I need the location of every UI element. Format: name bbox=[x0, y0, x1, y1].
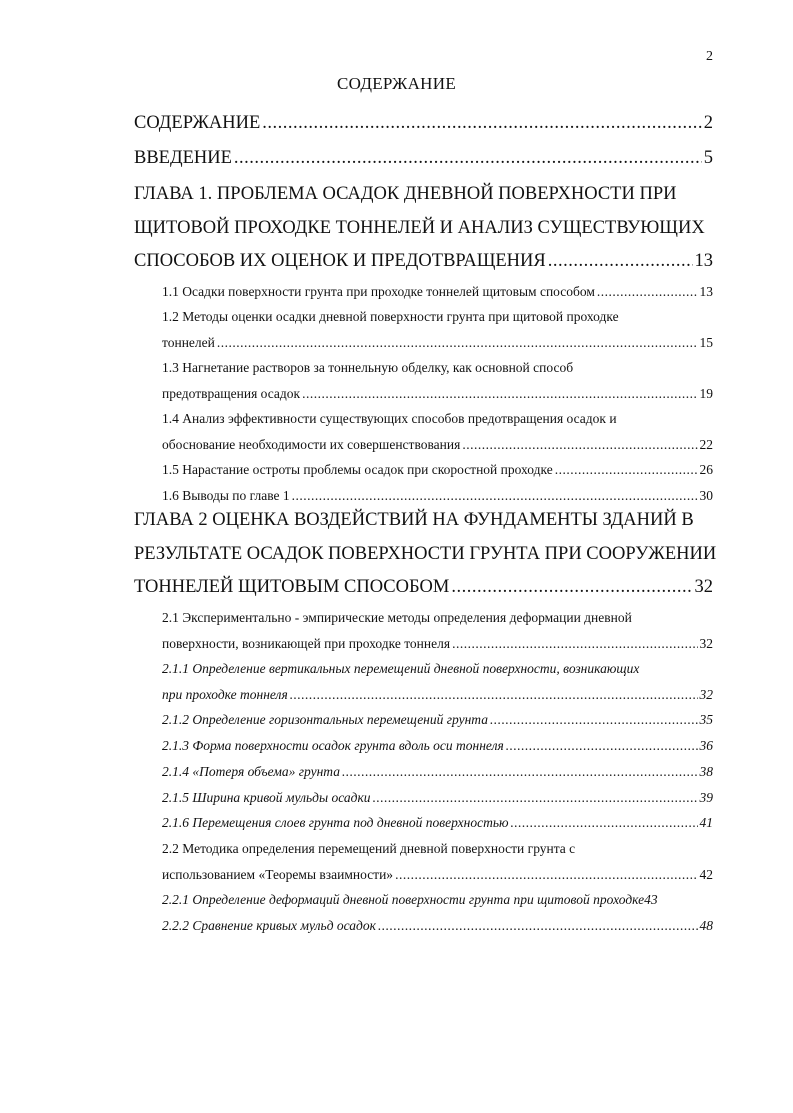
toc-entry-text: обоснование необходимости их совершенствования bbox=[162, 437, 461, 452]
toc-page-number: 5 bbox=[703, 148, 713, 168]
toc-entry-2-1-5[interactable] bbox=[162, 790, 713, 816]
toc-entry-2-2-2[interactable] bbox=[162, 918, 713, 944]
leader-dots bbox=[373, 790, 698, 806]
toc-page-number: 13 bbox=[699, 284, 713, 299]
toc-page-number: 38 bbox=[699, 764, 713, 779]
leader-dots bbox=[490, 712, 698, 728]
toc-entry-2-1-3[interactable] bbox=[162, 738, 713, 764]
toc-entry-2-1-4[interactable] bbox=[162, 764, 713, 790]
toc-entry-text: 2.1 Экспериментально - эмпирические методы определения деформации дневной bbox=[162, 610, 632, 625]
toc-entry-text: ГЛАВА 2 ОЦЕНКА ВОЗДЕЙСТВИЙ НА ФУНДАМЕНТЫ ЗДАНИЙ В bbox=[134, 510, 694, 530]
toc-entry-text: ТОННЕЛЕЙ ЩИТОВЫМ СПОСОБОМ bbox=[134, 577, 450, 597]
leader-dots bbox=[511, 815, 698, 831]
toc-page-number: 22 bbox=[699, 437, 713, 452]
toc-entry-1-2[interactable] bbox=[162, 309, 713, 361]
toc-entry-2-1-1[interactable] bbox=[162, 661, 713, 713]
toc-entry-text: 2.1.3 Форма поверхности осадок грунта вдоль оси тоннеля bbox=[162, 738, 504, 753]
toc-entry-text: 2.1.2 Определение горизонтальных перемещений грунта bbox=[162, 712, 488, 727]
leader-dots bbox=[548, 251, 693, 272]
toc-entry-text: 1.6 Выводы по главе 1 bbox=[162, 488, 290, 503]
toc-entry-text: 2.1.6 Перемещения слоев грунта под дневной поверхностью bbox=[162, 815, 509, 830]
toc-page-number: 43 bbox=[644, 892, 658, 907]
toc-entry-text: 2.2.1 Определение деформаций дневной поверхности грунта при щитовой проходке bbox=[162, 892, 645, 907]
toc-entry-text: при проходке тоннеля bbox=[162, 687, 288, 702]
toc-title: СОДЕРЖАНИЕ bbox=[336, 74, 457, 93]
toc-entry-text: ВВЕДЕНИЕ bbox=[134, 148, 232, 168]
toc-page-number: 35 bbox=[699, 712, 713, 727]
toc-entry-text: тоннелей bbox=[162, 335, 215, 350]
toc-entry-chapter-2[interactable] bbox=[134, 510, 717, 611]
leader-dots bbox=[234, 148, 702, 169]
toc-entry-text: 1.3 Нагнетание растворов за тоннельную обделку, как основной способ bbox=[162, 360, 574, 375]
toc-entry-text: 2.2 Методика определения перемещений дневной поверхности грунта с bbox=[162, 841, 576, 856]
toc-entry-2-1[interactable] bbox=[162, 610, 713, 662]
toc-entry-text: 2.1.1 Определение вертикальных перемещений дневной поверхности, возникающих bbox=[162, 661, 640, 676]
toc-entry-text: использованием «Теоремы взаимности» bbox=[162, 867, 394, 882]
leader-dots bbox=[506, 738, 698, 754]
toc-page-number: 48 bbox=[699, 918, 713, 933]
toc-page-number: 15 bbox=[699, 335, 713, 350]
toc-entry-2-1-6[interactable] bbox=[162, 815, 713, 841]
toc-page-number: 19 bbox=[699, 386, 713, 401]
toc-entry-text: СПОСОБОВ ИХ ОЦЕНОК И ПРЕДОТВРАЩЕНИЯ bbox=[134, 251, 546, 271]
toc-entry-introduction[interactable] bbox=[134, 148, 713, 182]
toc-page-number: 2 bbox=[703, 113, 713, 133]
toc-entry-2-2-1[interactable] bbox=[162, 892, 713, 918]
leader-dots bbox=[395, 867, 697, 883]
toc-entry-1-3[interactable] bbox=[162, 360, 713, 412]
leader-dots bbox=[462, 437, 697, 453]
toc-page-number: 36 bbox=[699, 738, 713, 753]
toc-entry-text: 2.1.4 «Потеря объема» грунта bbox=[162, 764, 340, 779]
leader-dots bbox=[262, 113, 701, 134]
toc-entry-2-1-2[interactable] bbox=[162, 712, 713, 738]
toc-page-number: 32 bbox=[699, 687, 713, 702]
toc-entry-chapter-1[interactable] bbox=[134, 184, 713, 285]
toc-entry-1-4[interactable] bbox=[162, 411, 713, 463]
toc-page-number: 39 bbox=[699, 790, 713, 805]
leader-dots bbox=[290, 687, 698, 703]
toc-entry-2-2[interactable] bbox=[162, 841, 713, 893]
leader-dots bbox=[597, 284, 698, 300]
leader-dots bbox=[342, 764, 698, 780]
toc-entry-text: ГЛАВА 1. ПРОБЛЕМА ОСАДОК ДНЕВНОЙ ПОВЕРХНОСТИ ПРИ bbox=[134, 184, 677, 204]
toc-entry-text: 1.2 Методы оценки осадки дневной поверхности грунта при щитовой проходке bbox=[162, 309, 619, 324]
leader-dots bbox=[292, 488, 698, 504]
toc-entry-contents[interactable] bbox=[134, 113, 713, 147]
toc-page-number: 32 bbox=[699, 636, 713, 651]
toc-entry-text: 1.4 Анализ эффективности существующих способов предотвращения осадок и bbox=[162, 411, 617, 426]
leader-dots bbox=[555, 462, 698, 478]
leader-dots bbox=[378, 918, 698, 934]
toc-entry-text: СОДЕРЖАНИЕ bbox=[134, 113, 261, 133]
toc-page-number: 30 bbox=[699, 488, 713, 503]
toc-page-number: 26 bbox=[699, 462, 713, 477]
toc-page-number: 32 bbox=[694, 577, 713, 597]
toc-entry-text: поверхности, возникающей при проходке тоннеля bbox=[162, 636, 451, 651]
leader-dots bbox=[451, 577, 692, 598]
leader-dots bbox=[452, 636, 697, 652]
toc-entry-text: 2.1.5 Ширина кривой мульды осадки bbox=[162, 790, 371, 805]
leader-dots bbox=[217, 335, 698, 351]
toc-entry-text: предотвращения осадок bbox=[162, 386, 301, 401]
page-number: 2 bbox=[706, 49, 713, 64]
toc-page-number: 41 bbox=[699, 815, 713, 830]
toc-entry-text: ЩИТОВОЙ ПРОХОДКЕ ТОННЕЛЕЙ И АНАЛИЗ СУЩЕСТВУЮЩИХ bbox=[134, 217, 705, 238]
toc-page-number: 42 bbox=[699, 867, 713, 882]
toc-entry-text: 2.2.2 Сравнение кривых мульд осадок bbox=[162, 918, 376, 933]
toc-entry-1-1[interactable] bbox=[162, 284, 713, 310]
leader-dots bbox=[302, 386, 697, 402]
toc-entry-text: 1.1 Осадки поверхности грунта при проходке тоннелей щитовым способом bbox=[162, 284, 595, 299]
toc-entry-text: 1.5 Нарастание остроты проблемы осадок при скоростной проходке bbox=[162, 462, 553, 477]
toc-page-number: 13 bbox=[694, 251, 713, 271]
toc-entry-1-5[interactable] bbox=[162, 462, 713, 488]
toc-entry-text: РЕЗУЛЬТАТЕ ОСАДОК ПОВЕРХНОСТИ ГРУНТА ПРИ СООРУЖЕНИИ bbox=[134, 543, 717, 564]
